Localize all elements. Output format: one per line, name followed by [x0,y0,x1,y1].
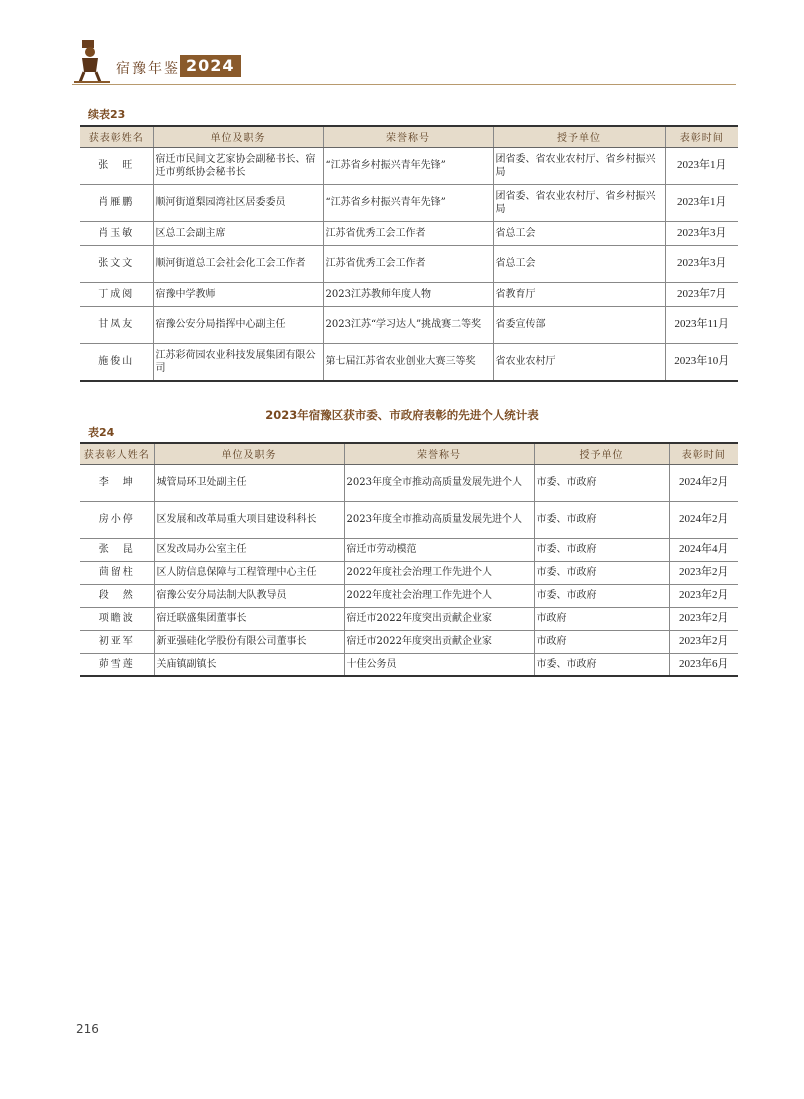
table-row [80,306,738,343]
column-header: 授予单位 [534,443,669,464]
table-cell: 市委、市政府 [534,501,669,538]
table-cell: 市政府 [534,607,669,630]
table-cell: 顺河街道梨园湾社区居委委员 [153,184,323,221]
table-cell: 团省委、省农业农村厅、省乡村振兴局 [493,147,665,184]
header-rule [72,84,736,85]
table-cell: 宿迁市2022年度突出贡献企业家 [344,630,534,653]
table-cell: 江苏省优秀工会工作者 [323,245,493,282]
table-cell: 2023年1月 [665,147,738,184]
table-cell: 市政府 [534,630,669,653]
table-cell: 甘凤友 [80,306,153,343]
table-row [80,464,738,501]
table-cell: 省委宣传部 [493,306,665,343]
table-row [80,607,738,630]
table-cell: 2023江苏教师年度人物 [323,282,493,306]
table-cell: 省总工会 [493,245,665,282]
table-cell: 区人防信息保障与工程管理中心主任 [154,561,344,584]
table24-heading: 2023年宿豫区获市委、市政府表彰的先进个人统计表 [265,408,539,422]
table-cell: 2023年3月 [665,245,738,282]
table-cell: 2023年10月 [665,343,738,381]
yearbook-title: 宿豫年鉴 [116,61,180,77]
table-cell: 初亚军 [80,630,154,653]
table-cell: 房小停 [80,501,154,538]
table-cell: 市委、市政府 [534,561,669,584]
table-cell: 2022年度社会治理工作先进个人 [344,584,534,607]
table-row [80,245,738,282]
table-cell: 2024年2月 [669,464,738,501]
table-cell: 2024年4月 [669,538,738,561]
table-cell: “江苏省乡村振兴青年先锋” [323,147,493,184]
table-cell: 省农业农村厅 [493,343,665,381]
table-cell: 第七届江苏省农业创业大赛三等奖 [323,343,493,381]
table-row [80,561,738,584]
table-cell: 2023年7月 [665,282,738,306]
table-cell: 2023年2月 [669,561,738,584]
table-cell: 李 坤 [80,464,154,501]
table-cell: 宿迁市劳动模范 [344,538,534,561]
table-cell: 市委、市政府 [534,653,669,676]
table-cell: 团省委、省农业农村厅、省乡村振兴局 [493,184,665,221]
table-cell: 张 旺 [80,147,153,184]
table-row [80,584,738,607]
table-cell: 2023年1月 [665,184,738,221]
table-cell: 区发展和改革局重大项目建设科科长 [154,501,344,538]
table-cell: 十佳公务员 [344,653,534,676]
table-cell: 项瞻波 [80,607,154,630]
table-row [80,630,738,653]
column-header: 荣誉称号 [323,126,493,147]
table-cell: 2023年2月 [669,630,738,653]
table-cell: 张文文 [80,245,153,282]
column-header: 获表彰人姓名 [80,443,154,464]
table-cell: 宿迁市2022年度突出贡献企业家 [344,607,534,630]
page-number: 216 [76,1022,99,1036]
page-header [72,34,736,86]
table-row [80,538,738,561]
column-header: 获表彰姓名 [80,126,153,147]
table-cell: 新亚强硅化学股份有限公司董事长 [154,630,344,653]
table-cell: 市委、市政府 [534,538,669,561]
table-cell: 宿迁联盛集团董事长 [154,607,344,630]
table-cell: “江苏省乡村振兴青年先锋” [323,184,493,221]
table-cell: 江苏省优秀工会工作者 [323,221,493,245]
column-header: 单位及职务 [154,443,344,464]
table-cell: 关庙镇副镇长 [154,653,344,676]
table-cell: 茆雪莲 [80,653,154,676]
table-row [80,184,738,221]
statue-logo-icon [72,38,112,84]
table-cell: 市委、市政府 [534,584,669,607]
table-cell: 2023年11月 [665,306,738,343]
table-cell: 2022年度社会治理工作先进个人 [344,561,534,584]
table-cell: 2023年度全市推动高质量发展先进个人 [344,464,534,501]
table24-header-row [80,443,738,464]
table-cell: 张 昆 [80,538,154,561]
table-cell: 2023年度全市推动高质量发展先进个人 [344,501,534,538]
column-header: 表彰时间 [669,443,738,464]
table-cell: 省总工会 [493,221,665,245]
table-cell: 丁成阅 [80,282,153,306]
table-cell: 2024年2月 [669,501,738,538]
table-cell: 肖雁鹏 [80,184,153,221]
table-cell: 宿豫公安分局法制大队教导员 [154,584,344,607]
table-cell: 宿豫公安分局指挥中心副主任 [153,306,323,343]
table-cell: 2023年2月 [669,607,738,630]
table-cell: 肖玉敏 [80,221,153,245]
table24-caption: 表24 [88,426,115,439]
table-cell: 城管局环卫处副主任 [154,464,344,501]
table-cell: 2023年6月 [669,653,738,676]
table-cell: 段 然 [80,584,154,607]
table-row [80,343,738,381]
table24 [80,442,738,677]
column-header: 荣誉称号 [344,443,534,464]
table-cell: 区发改局办公室主任 [154,538,344,561]
table23-header-row [80,126,738,147]
table-cell: 宿豫中学教师 [153,282,323,306]
table23-caption: 续表23 [88,108,126,121]
table-cell: 2023年2月 [669,584,738,607]
table-cell: 2023江苏“学习达人”挑战赛二等奖 [323,306,493,343]
table-cell: 区总工会副主席 [153,221,323,245]
table-cell: 宿迁市民间文艺家协会副秘书长、宿迁市剪纸协会秘书长 [153,147,323,184]
table-row [80,501,738,538]
table-cell: 省教育厅 [493,282,665,306]
table-cell: 2023年3月 [665,221,738,245]
table-row [80,282,738,306]
table-row [80,147,738,184]
column-header: 表彰时间 [665,126,738,147]
table-row [80,653,738,676]
column-header: 单位及职务 [153,126,323,147]
table-cell: 江苏彩荷园农业科技发展集团有限公司 [153,343,323,381]
column-header: 授予单位 [493,126,665,147]
table-cell: 茴留柱 [80,561,154,584]
table-cell: 市委、市政府 [534,464,669,501]
yearbook-year: 2024 [180,55,241,77]
table23 [80,125,738,382]
table-cell: 施俊山 [80,343,153,381]
table-cell: 顺河街道总工会社会化工会工作者 [153,245,323,282]
table-row [80,221,738,245]
